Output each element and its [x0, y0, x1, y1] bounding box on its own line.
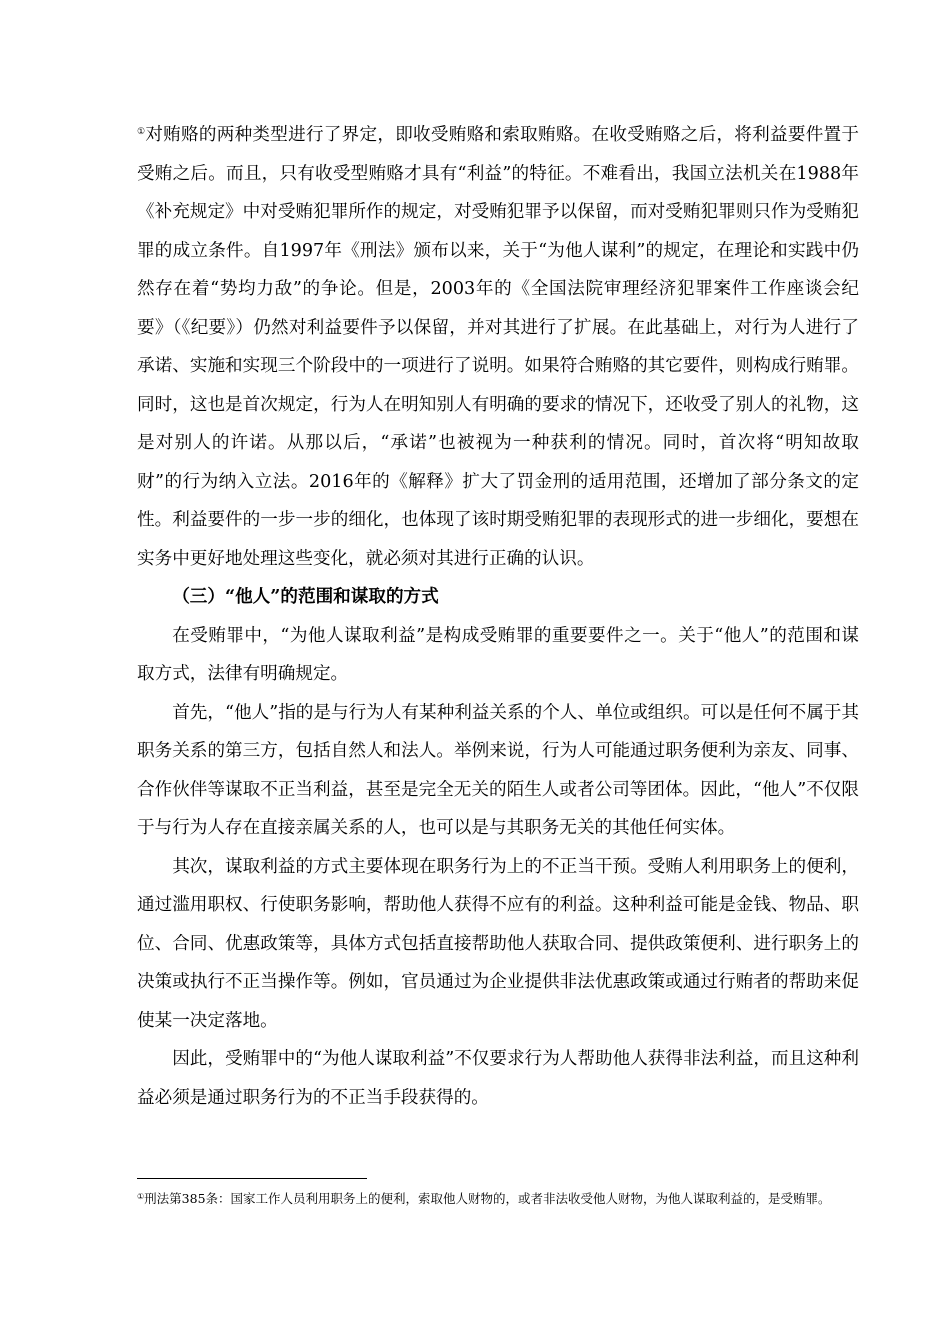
paragraph: 其次，谋取利益的方式主要体现在职务行为上的不正当干预。受贿人利用职务上的便利，通过滥用职权、行使职务影响，帮助他人获得不应有的利益。这种利益可能是金钱、物品、职位、合同、优惠政策等，具体方式包括直接帮助他人获取合同、提供政策便利、进行职务上的决策或执行不正当操作等。例如，官员通过为企业提供非法优惠政策或通过行贿者的帮助来促使某一决定落地。: [137, 856, 859, 1031]
footnote-separator: [137, 1178, 367, 1179]
section-heading: （三）“他人”的范围和谋取的方式: [172, 586, 439, 607]
paragraph: 因此，受贿罪中的“为他人谋取利益”不仅要求行为人帮助他人获得非法利益，而且这种利益必须是通过职务行为的不正当手段获得的。: [137, 1049, 859, 1108]
paragraph: 在受贿罪中，“为他人谋取利益”是构成受贿罪的重要要件之一。关于“他人”的范围和谋取方式，法律有明确规定。: [137, 625, 859, 684]
footnote: [137, 1186, 859, 1212]
footnote-reference[interactable]: ①: [137, 127, 146, 137]
body-text: [137, 116, 859, 1117]
paragraph: 首先，“他人”指的是与行为人有某种利益关系的个人、单位或组织。可以是任何不属于其职务关系的第三方，包括自然人和法人。举例来说，行为人可能通过职务便利为亲友、同事、合作伙伴等谋取不正当利益，甚至是完全无关的陌生人或者公司等团体。因此，“他人”不仅限于与行为人存在直接亲属关系的人，也可以是与其职务无关的其他任何实体。: [137, 702, 859, 838]
footnote-text: 刑法第385条：国家工作人员利用职务上的便利，索取他人财物的，或者非法收受他人财物，为他人谋取利益的，是受贿罪。: [144, 1191, 831, 1206]
paragraph-text: 对贿赂的两种类型进行了界定，即收受贿赂和索取贿赂。在收受贿赂之后，将利益要件置于受贿之后。而且，只有收受型贿赂才具有“利益”的特征。不难看出，我国立法机关在1988年《补充规定》中对受贿犯罪所作的规定，对受贿犯罪予以保留，而对受贿犯罪则只作为受贿犯罪的成立条件。自1997年《刑法》颁布以来，关于“为他人谋利”的规定，在理论和实践中仍然存在着“势均力敌”的争论。但是，2003年的《全国法院审理经济犯罪案件工作座谈会纪要》（《纪要》）仍然对利益要件予以保留，并对其进行了扩展。在此基础上，对行为人进行了承诺、实施和实现三个阶段中的一项进行了说明。如果符合贿赂的其它要件，则构成行贿罪。同时，这也是首次规定，行为人在明知别人有明确的要求的情况下，还收受了别人的礼物，这是对别人的许诺。从那以后，“承诺”也被视为一种获利的情况。同时，首次将“明知故取财”的行为纳入立法。2016年的《解释》扩大了罚金刑的适用范围，还增加了部分条文的定性。利益要件的一步一步的细化，也体现了该时期受贿犯罪的表现形式的进一步细化，要想在实务中更好地处理这些变化，就必须对其进行正确的认识。: [137, 125, 859, 569]
paragraph-continued: [137, 116, 859, 578]
footnote-marker: ①: [137, 1192, 145, 1201]
